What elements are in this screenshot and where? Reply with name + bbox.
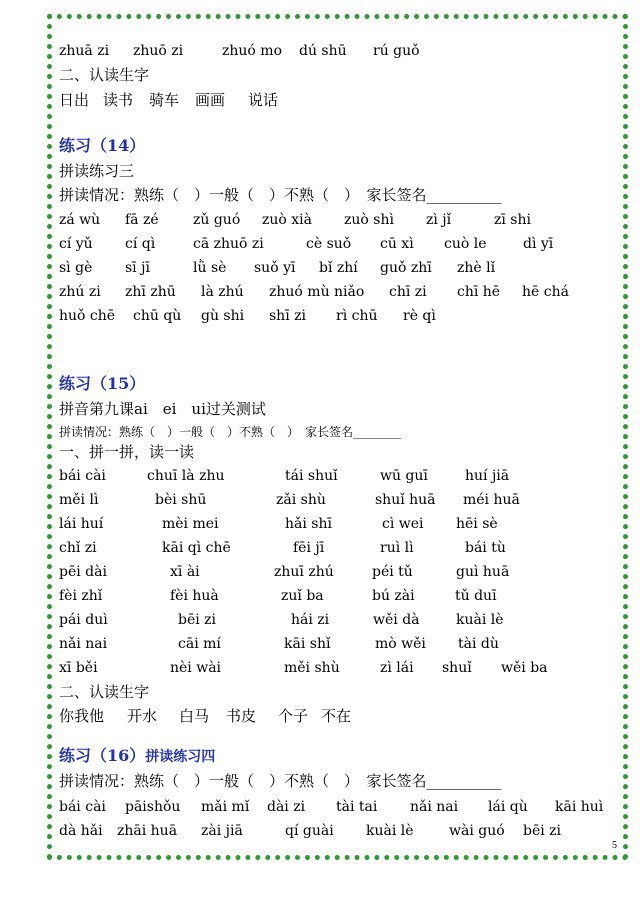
pinyin-word: dà hǎi [59, 823, 103, 839]
pinyin-word: dú shū [299, 43, 347, 59]
pinyin-word: hē chá [522, 284, 569, 300]
pinyin-word: zhī zhū [125, 284, 176, 300]
pinyin-word: kuài lè [366, 823, 414, 839]
pinyin-word: shuǐ [442, 660, 472, 676]
pinyin-word: cì wei [382, 516, 424, 532]
exercise-title: 练习（14） [59, 136, 146, 155]
pinyin-word: xī ài [170, 564, 200, 580]
pinyin-word: rú guǒ [373, 43, 420, 59]
exercise-title: 练习（16） [59, 746, 146, 765]
pinyin-word: bèi shū [155, 492, 207, 508]
char-group: 骑车 [149, 91, 180, 109]
pinyin-word: wū guī [380, 468, 428, 484]
pinyin-word: nǎi nai [410, 799, 459, 815]
pinyin-word: gù shi [201, 308, 245, 324]
pinyin-word: chī zi [389, 284, 427, 300]
pinyin-word: wěi ba [501, 660, 548, 676]
pinyin-word: lái qù [488, 799, 528, 815]
pinyin-word: kāi qì chē [162, 540, 231, 556]
pinyin-word: suǒ yī [254, 260, 296, 276]
pinyin-word: zhuó mù niǎo [269, 284, 365, 300]
pinyin-word: zǎi shù [276, 492, 326, 508]
pinyin-word: rì chū [336, 308, 378, 324]
pinyin-word: pái duì [59, 612, 108, 628]
pinyin-word: shuǐ huā [375, 492, 436, 508]
pinyin-word: bēi zi [523, 823, 562, 839]
pinyin-word: kuài lè [456, 612, 504, 628]
status-line: 拼读情况：熟练（ ）一般（ ）不熟（ ） 家长签名__________ [59, 186, 502, 204]
pinyin-word: nèi wài [170, 660, 222, 676]
char-group: 日出 [59, 91, 90, 109]
pinyin-word: mǎi mǐ [201, 799, 250, 815]
pinyin-word: qí guài [285, 823, 334, 839]
pinyin-word: fēi jī [293, 540, 325, 556]
pinyin-word: mèi mei [162, 516, 219, 532]
pinyin-word: péi tǔ [372, 564, 413, 580]
pinyin-word: hái zi [291, 612, 330, 628]
pinyin-word: cí qì [125, 236, 156, 252]
char-group: 开水 [127, 707, 158, 725]
pinyin-word: guì huā [456, 564, 510, 580]
pinyin-word: zhāi huā [117, 823, 178, 839]
pinyin-word: cāi mí [178, 636, 221, 652]
pinyin-word: dì yī [523, 236, 554, 252]
pinyin-word: zhuó mo [222, 43, 282, 59]
exercise-subtitle: 拼读练习四 [145, 749, 216, 765]
pinyin-word: lǜ sè [193, 260, 227, 276]
char-group: 说话 [248, 91, 279, 109]
pinyin-word: zhuī zhú [274, 564, 334, 580]
pinyin-word: chuī là zhu [147, 468, 225, 484]
char-group: 白马 [179, 707, 210, 725]
char-group: 你我他 [59, 707, 105, 725]
pinyin-word: bú zài [372, 588, 415, 604]
pinyin-word: tài tai [336, 799, 378, 815]
pinyin-word: zǔ guó [193, 212, 241, 228]
char-group: 个子 [278, 707, 309, 725]
pinyin-word: ruì lì [380, 540, 414, 556]
status-line: 拼读情况：熟练（ ）一般（ ）不熟（ ） 家长签名________ [59, 425, 402, 439]
pinyin-word: tái shuǐ [285, 468, 338, 484]
status-line: 拼读情况：熟练（ ）一般（ ）不熟（ ） 家长签名__________ [59, 772, 502, 790]
pinyin-word: měi lì [59, 492, 99, 508]
pinyin-word: pāishǒu [125, 799, 181, 815]
pinyin-word: kāi huì [555, 799, 604, 815]
pinyin-word: là zhú [201, 284, 244, 300]
pinyin-word: cuò le [444, 236, 487, 252]
pinyin-word: zhú zi [59, 284, 101, 300]
pinyin-word: bái tù [465, 540, 506, 556]
pinyin-word: bēi zi [178, 612, 217, 628]
pinyin-word: zì jǐ [426, 212, 452, 228]
pinyin-word: chū qù [133, 308, 182, 324]
pinyin-word: měi shù [284, 660, 340, 676]
pinyin-word: dài zi [267, 799, 306, 815]
page-number: 5 [612, 840, 617, 851]
pinyin-word: fā zé [125, 212, 159, 228]
pinyin-word: wài guó [449, 823, 505, 839]
section-header: 一、拼一拼，读一读 [59, 443, 195, 461]
pinyin-word: cè suǒ [306, 236, 352, 252]
char-group: 画画 [195, 91, 226, 109]
pinyin-word: tài dù [458, 636, 499, 652]
char-group: 书皮 [226, 707, 257, 725]
pinyin-word: cí yǔ [59, 236, 93, 252]
exercise-heading [59, 747, 215, 766]
pinyin-word: chǐ zi [59, 540, 97, 556]
pinyin-word: zhuā zi [59, 43, 110, 59]
char-group: 读书 [103, 91, 134, 109]
pinyin-word: hēi sè [456, 516, 498, 532]
pinyin-word: chī hē [457, 284, 501, 300]
pinyin-word: bǐ zhí [319, 260, 358, 276]
exercise-subtitle: 拼读练习三 [59, 162, 135, 180]
pinyin-word: bái cài [59, 799, 106, 815]
pinyin-word: lái huí [59, 516, 104, 532]
pinyin-word: zì lái [380, 660, 414, 676]
pinyin-word: zuǐ ba [281, 588, 324, 604]
pinyin-word: shī zi [269, 308, 306, 324]
pinyin-word: zī shi [494, 212, 531, 228]
char-group: 不在 [321, 707, 352, 725]
pinyin-word: méi huā [463, 492, 520, 508]
pinyin-word: kāi shǐ [284, 636, 331, 652]
pinyin-word: fèi zhǐ [59, 588, 103, 604]
pinyin-word: zuò shì [344, 212, 394, 228]
pinyin-word: cū xì [380, 236, 414, 252]
pinyin-word: guǒ zhī [380, 260, 432, 276]
exercise-subtitle: 拼音第九课ai ei ui过关测试 [59, 400, 266, 418]
pinyin-word: rè qì [403, 308, 436, 324]
pinyin-word: zài jiā [201, 823, 243, 839]
pinyin-word: nǎi nai [59, 636, 108, 652]
pinyin-word: zhuō zi [133, 43, 184, 59]
pinyin-word: xī běi [59, 660, 98, 676]
pinyin-word: fèi huà [170, 588, 219, 604]
pinyin-word: huǒ chē [59, 308, 116, 324]
section-header: 二、认读生字 [59, 66, 150, 84]
pinyin-word: zá wù [59, 212, 101, 228]
pinyin-word: tǔ duī [455, 588, 497, 604]
pinyin-word: sī jī [125, 260, 150, 276]
pinyin-word: sì gè [59, 260, 93, 276]
pinyin-word: huí jiā [465, 468, 510, 484]
pinyin-word: mò wěi [375, 636, 426, 652]
pinyin-word: cā zhuō zi [193, 236, 264, 252]
exercise-title: 练习（15） [59, 374, 146, 393]
pinyin-word: bái cài [59, 468, 106, 484]
pinyin-word: zhè lǐ [457, 260, 496, 276]
pinyin-word: wěi dà [373, 612, 420, 628]
pinyin-word: hǎi shī [285, 516, 332, 532]
section-header: 二、认读生字 [59, 683, 150, 701]
pinyin-word: pēi dài [59, 564, 107, 580]
pinyin-word: zuò xià [262, 212, 312, 228]
